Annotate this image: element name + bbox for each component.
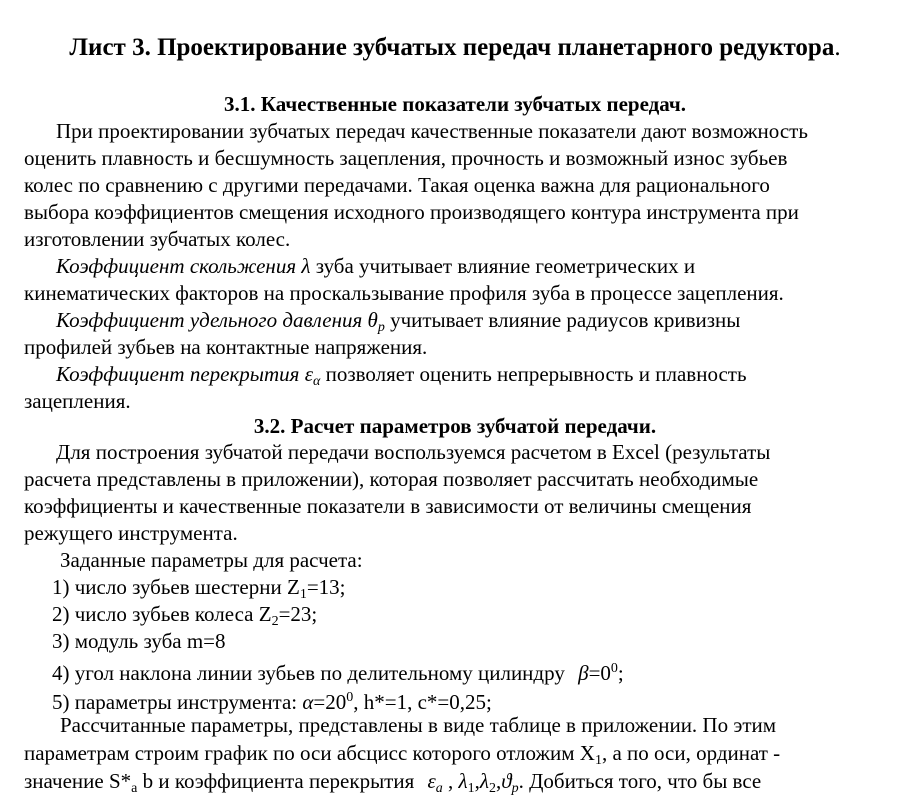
list-item-text: 5) параметры инструмента: (52, 690, 303, 714)
symbol-alpha: α (302, 690, 314, 714)
paragraph-line: Рассчитанные параметры, представлены в виде таблице в приложении. По этим (60, 713, 777, 737)
paragraph-line (24, 768, 761, 802)
paragraph-line: изготовлении зубчатых колес. (24, 227, 291, 251)
list-item-text: 4) угол наклона линии зубьев по делительному цилиндру (52, 661, 571, 685)
separator: , (474, 769, 480, 793)
subscript: 2 (489, 781, 497, 796)
paragraph-text: b и коэффициента перекрытия (137, 769, 420, 793)
list-item-text: ; (617, 661, 624, 685)
paragraph-text: параметрам строим график по оси абсцисс которого отложим X (24, 741, 595, 765)
page-title (0, 30, 910, 66)
paragraph-line: оценить плавность и бесшумность зацепления, прочность и возможный износ зубьев (24, 146, 788, 170)
paragraph-line: кинематических факторов на проскальзывание профиля зуба в процессе зацепления. (24, 281, 784, 305)
paragraph-line: режущего инструмента. (24, 521, 238, 545)
section-heading-3-1: 3.1. Качественные показатели зубчатых передач. (224, 92, 686, 116)
list-item: 3) модуль зуба m=8 (52, 629, 226, 653)
paragraph-text: , а по оси, ординат - (601, 741, 781, 765)
term-sliding-coefficient: Коэффициент скольжения λ (56, 254, 311, 278)
paragraph-text: . Добиться того, что бы все (518, 769, 762, 793)
subscript: 1 (467, 781, 475, 796)
paragraph-text: значение S* (24, 769, 132, 793)
paragraph-text: зуба учитывает влияние геометрических и (310, 254, 696, 278)
subscript: 1 (594, 753, 602, 768)
paragraph-line: колес по сравнению с другими передачами. Такая оценка важна для рационального (24, 173, 770, 197)
paragraph-line: профилей зубьев на контактные напряжения. (24, 335, 428, 359)
page-title-dot: . (834, 34, 841, 61)
paragraph-line: расчета представлены в приложении), которая позволяет рассчитать необходимые (24, 467, 759, 491)
paragraph-line: При проектировании зубчатых передач качественные показатели дают возможность (56, 119, 808, 143)
paragraph-line: зацепления. (24, 389, 131, 413)
subscript: p (511, 781, 519, 796)
list-item-value: =13; (306, 575, 346, 599)
term-subscript: p (377, 320, 385, 335)
section-heading-3-2: 3.2. Расчет параметров зубчатой передачи. (253, 414, 657, 438)
list-item-text: , h*=1, c*=0,25; (353, 690, 492, 714)
subscript: a (435, 781, 443, 796)
paragraph-text: учитывает влияние радиусов кривизны (384, 308, 741, 332)
paragraph-line (56, 361, 747, 395)
list-item-value: =0 (588, 661, 611, 685)
subscript: 1 (299, 587, 307, 602)
paragraph-line: Для построения зубчатой передачи воспользуемся расчетом в Excel (результаты (56, 440, 771, 464)
symbol-beta: β (578, 661, 589, 685)
symbol-lambda: λ (479, 769, 490, 793)
paragraph-line (56, 253, 695, 280)
page-title-text: Лист 3. Проектирование зубчатых передач планетарного редуктора (69, 34, 835, 61)
symbol-epsilon: ε (427, 769, 436, 793)
list-item-text: 1) число зубьев шестерни Z (52, 575, 300, 599)
term-overlap-coefficient: Коэффициент перекрытия ε (56, 362, 313, 386)
paragraph-text: позволяет оценить непрерывность и плавность (320, 362, 747, 386)
subscript: 2 (271, 614, 279, 629)
paragraph-line: коэффициенты и качественные показатели в зависимости от величины смещения (24, 494, 752, 518)
term-subscript: α (312, 374, 321, 389)
superscript: 0 (346, 690, 354, 705)
paragraph-line: выбора коэффициентов смещения исходного производящего контура инструмента при (24, 200, 799, 224)
list-item-value: =20 (313, 690, 347, 714)
list-item-value: =23; (278, 602, 318, 626)
separator: , (442, 769, 459, 793)
list-item (52, 655, 624, 687)
symbol-lambda: λ (458, 769, 468, 793)
superscript: 0 (610, 661, 618, 676)
term-pressure-coefficient: Коэффициент удельного давления θ (56, 308, 378, 332)
list-item-text: 2) число зубьев колеса Z (52, 602, 272, 626)
given-params-intro: Заданные параметры для расчета: (60, 548, 363, 572)
subscript: a (131, 781, 138, 796)
symbol-theta: ϑ (501, 769, 512, 793)
separator: , (496, 769, 502, 793)
